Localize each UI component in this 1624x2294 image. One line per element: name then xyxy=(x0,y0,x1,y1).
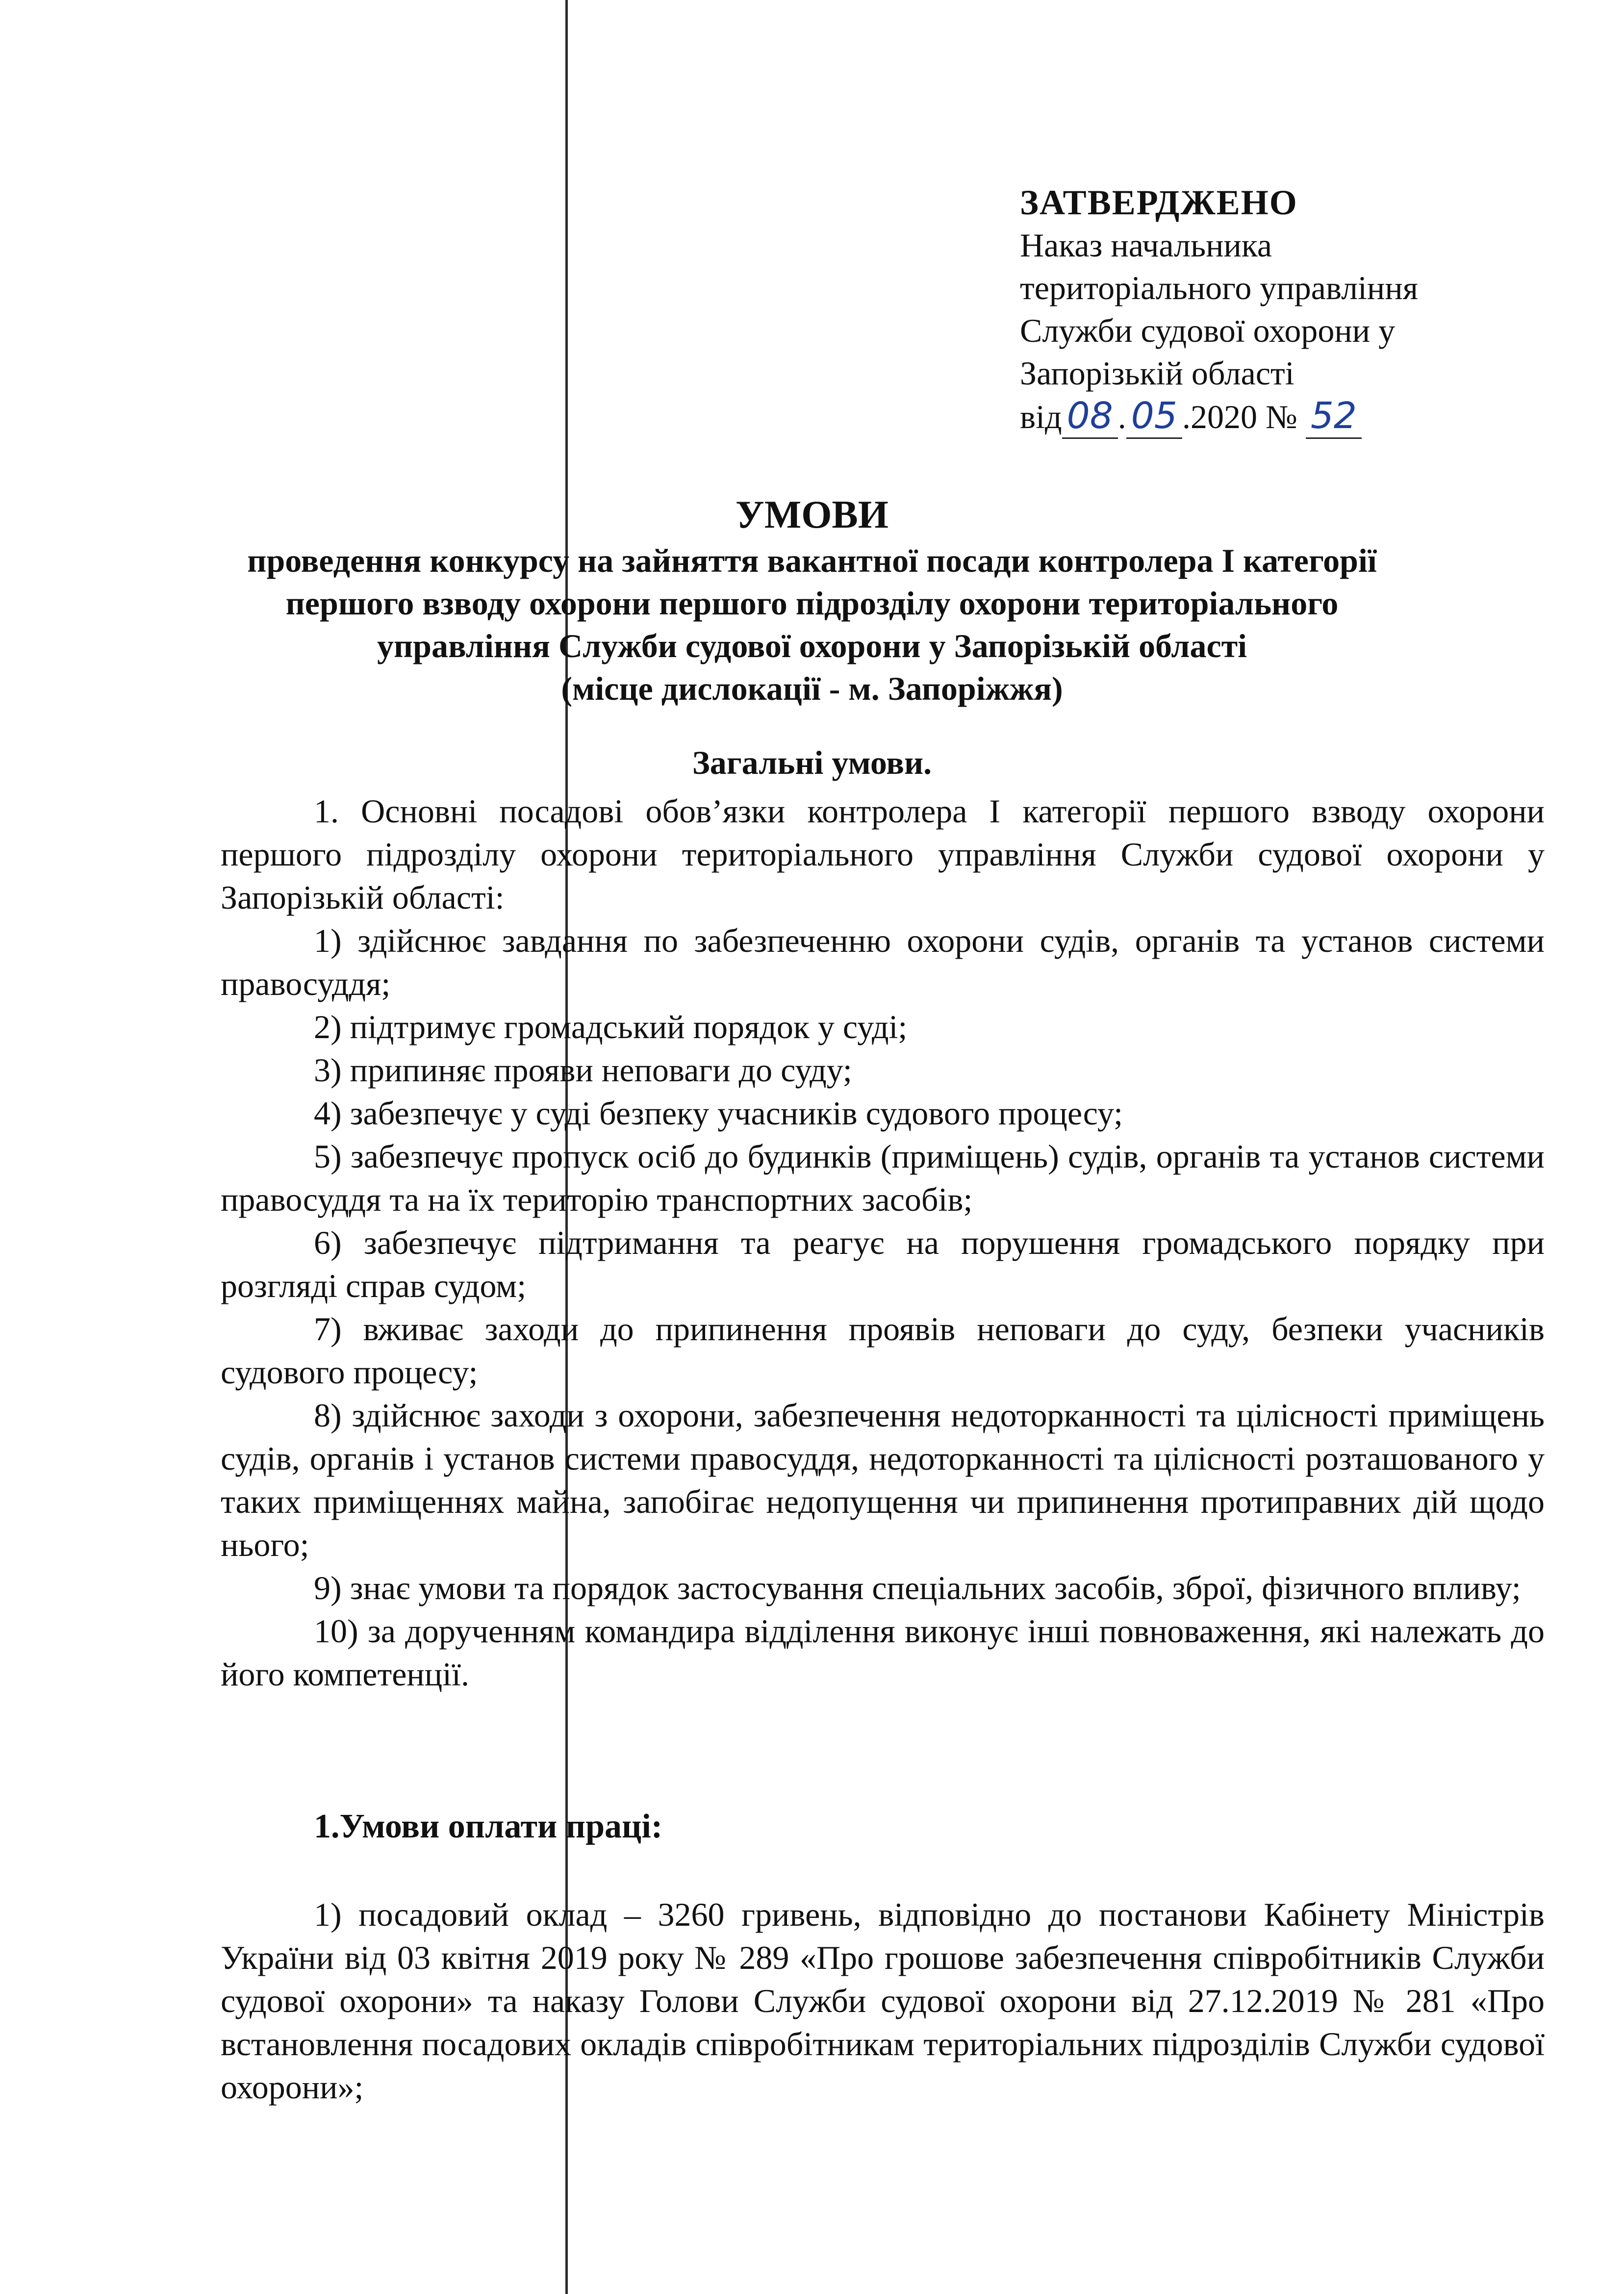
duty-item: 5) забезпечує пропуск осіб до будинків (приміщень) судів, органів та установ системи правосуддя та на їх територію транспортних засобів; xyxy=(221,1138,1545,1218)
duty-item: 9) знає умови та порядок застосування спеціальних засобів, зброї, фізичного впливу; xyxy=(314,1569,1521,1606)
handwritten-month: 05 xyxy=(1126,395,1182,439)
approval-line-3: Служби судової охорони у xyxy=(1020,312,1396,349)
duty-item: 4) забезпечує у суді безпеку учасників судового процесу; xyxy=(314,1095,1123,1132)
duty-item: 2) підтримує громадський порядок у суді; xyxy=(314,1008,908,1045)
duty-item: 6) забезпечує підтримання та реагує на порушення громадського порядку при розгляді справ судом; xyxy=(221,1224,1545,1304)
title-line-3: управління Служби судової охорони у Запорізькій області xyxy=(377,627,1247,664)
title-line-2: першого взводу охорони першого підрозділу охорони територіального xyxy=(285,585,1339,622)
document-title xyxy=(147,490,1477,710)
duty-item: 3) припиняє прояви неповаги до суду; xyxy=(314,1051,852,1089)
title-main: УМОВИ xyxy=(735,493,889,536)
pay-conditions-body xyxy=(221,1893,1545,2109)
year-and-number-label: .2020 № xyxy=(1182,398,1297,435)
approval-date-line: від 08 . 05 .2020 № 52 xyxy=(1020,395,1559,439)
date-prefix: від xyxy=(1020,398,1062,435)
approval-line-2: територіального управління xyxy=(1020,269,1418,306)
duties-intro: 1. Основні посадові обов’язки контролера I категорії першого взводу охорони першого підрозділу охорони територіального управління Служби судової охорони у Запорізькій області: xyxy=(221,792,1545,916)
duty-item: 10) за дорученням командира відділення виконує інші повноваження, які належать до його компетенції. xyxy=(221,1612,1545,1693)
duty-item: 1) здійснює завдання по забезпеченню охорони судів, органів та установ системи правосуддя; xyxy=(221,922,1545,1002)
approval-line-1: Наказ начальника xyxy=(1020,227,1272,264)
approval-heading: ЗАТВЕРДЖЕНО xyxy=(1020,183,1298,222)
handwritten-order-number: 52 xyxy=(1306,395,1362,439)
pay-item: 1) посадовий оклад – 3260 гривень, відповідно до постанови Кабінету Міністрів України від 03 квітня 2019 року № 289 «Про грошове забезпечення співробітників Служби судової охорони» та наказу Голови Служби судової охорони від 27.12.2019 № 281 «Про встановлення посадових окладів співробітникам територіальних підрозділів Служби судової охорони»; xyxy=(221,1896,1545,2106)
title-line-1: проведення конкурсу на зайняття вакантної посади контролера I категорії xyxy=(247,542,1377,579)
general-conditions-body xyxy=(221,790,1545,1696)
general-conditions-heading: Загальні умови. xyxy=(692,744,932,781)
approval-stamp xyxy=(1020,181,1559,439)
handwritten-day: 08 xyxy=(1062,395,1118,439)
duty-item: 7) вживає заходи до припинення проявів неповаги до суду, безпеки учасників судового процесу; xyxy=(221,1310,1545,1391)
approval-line-4: Запорізькій області xyxy=(1020,355,1294,392)
duty-item: 8) здійснює заходи з охорони, забезпечення недоторканності та цілісності приміщень судів, органів і установ системи правосуддя, недоторканності та цілісності розташованого у таких приміщеннях майна, запобігає недопущення чи припинення протиправних дій щодо нього; xyxy=(221,1397,1545,1563)
title-line-4: (місце дислокації - м. Запоріжжя) xyxy=(561,670,1063,707)
pay-conditions-heading: 1.Умови оплати праці: xyxy=(314,1808,663,1845)
